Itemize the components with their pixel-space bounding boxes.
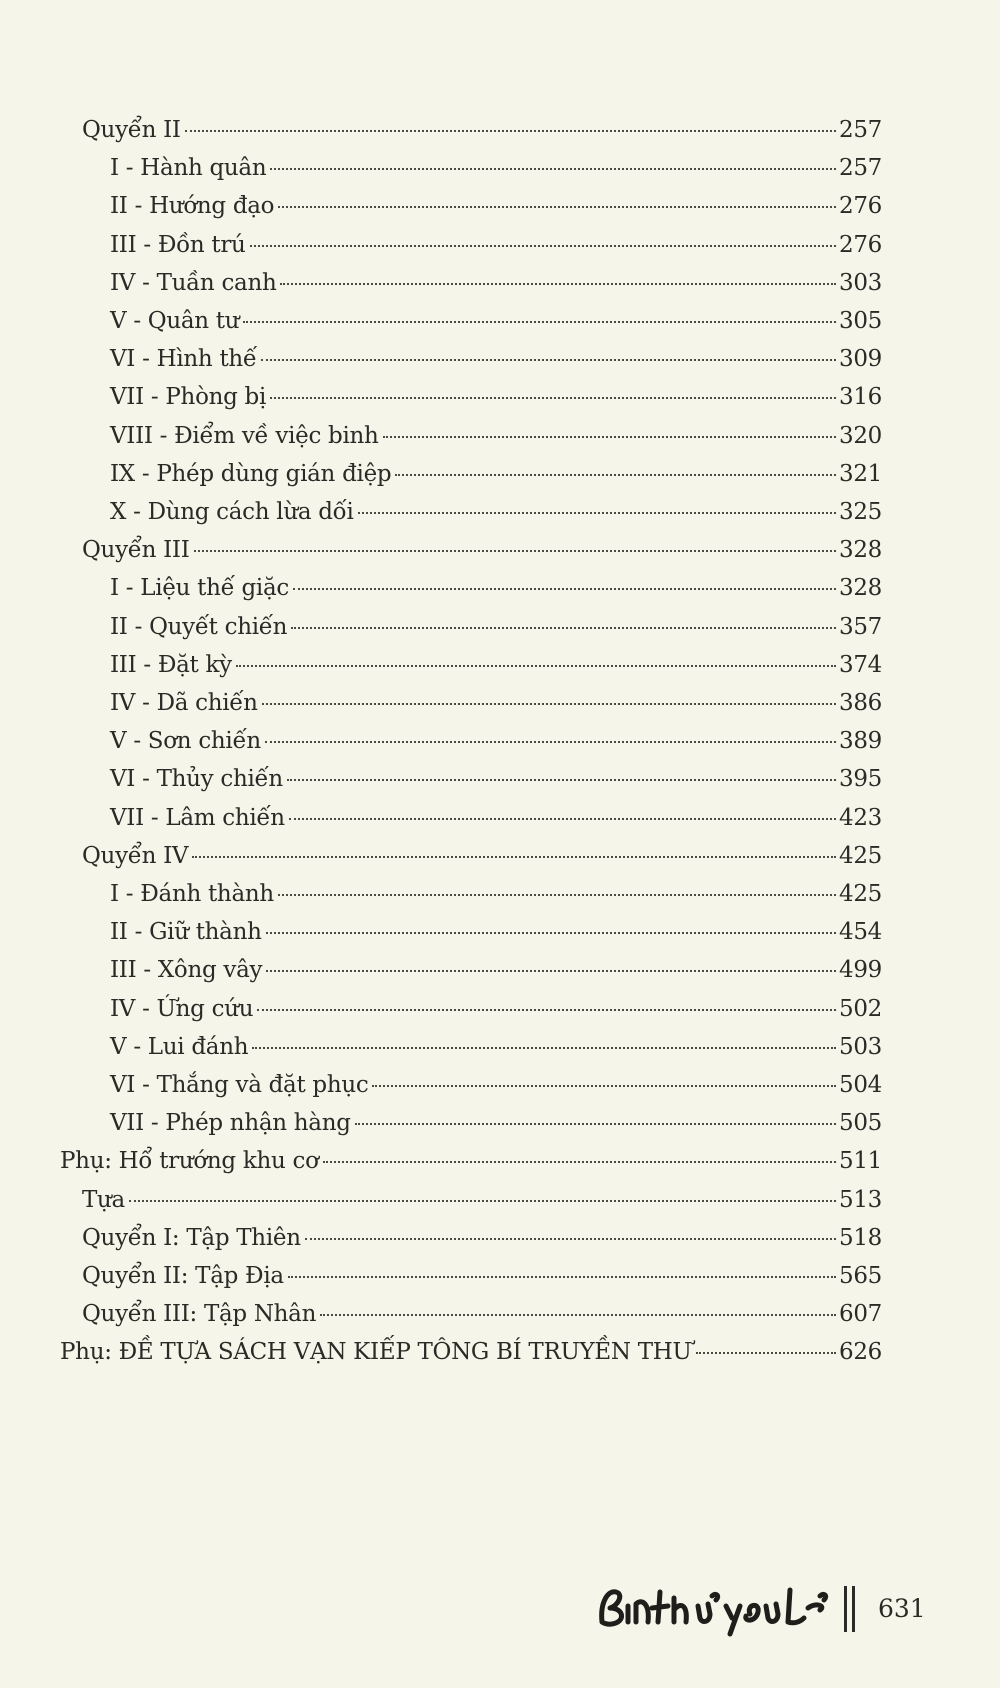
toc-entry-page: 374: [839, 651, 882, 678]
toc-entry-label: III - Đặt kỳ: [110, 651, 232, 678]
toc-entry: [110, 994, 882, 1024]
toc-leader-dots: [383, 436, 836, 438]
toc-leader-dots: [696, 1352, 836, 1354]
toc-entry-page: 502: [839, 995, 882, 1022]
toc-entry-page: 423: [839, 804, 882, 831]
toc-leader-dots: [194, 550, 837, 552]
toc-entry: [110, 650, 882, 680]
toc-entry-label: VII - Lâm chiến: [110, 804, 285, 831]
toc-entry-page: 303: [839, 269, 882, 296]
toc-leader-dots: [250, 245, 836, 247]
toc-entry-page: 386: [839, 690, 882, 716]
toc-entry-label: IV - Ứng cứu: [110, 995, 254, 1022]
toc-leader-dots: [287, 779, 836, 781]
toc-entry-page: 325: [839, 499, 882, 525]
toc-entry: [82, 1223, 882, 1253]
toc-leader-dots: [355, 1123, 836, 1125]
toc-leader-dots: [289, 818, 836, 820]
toc-entry-page: 454: [839, 919, 882, 946]
toc-entry: [82, 535, 882, 565]
toc-leader-dots: [266, 932, 836, 934]
toc-leader-dots: [278, 894, 836, 896]
toc-entry-page: 626: [839, 1339, 882, 1366]
toc-entry-page: 425: [839, 842, 882, 869]
toc-entry-label: V - Quân tư: [110, 308, 240, 334]
toc-leader-dots: [358, 512, 836, 514]
toc-entry-page: 328: [839, 537, 882, 564]
toc-entry-page: 503: [839, 1033, 882, 1060]
toc-entry-label: Phụ: ĐỀ TỰA SÁCH VẠN KIẾP TÔNG BÍ TRUYỀN THƯ: [60, 1339, 692, 1366]
toc-entry-label: II - Giữ thành: [110, 919, 262, 946]
toc-entry-page: 276: [839, 231, 882, 258]
toc-entry: [110, 917, 882, 947]
toc-entry-label: I - Hành quân: [110, 155, 267, 182]
toc-entry-label: Tựa: [82, 1186, 125, 1213]
toc-entry-label: V - Sơn chiến: [110, 728, 261, 755]
toc-entry-label: X - Dùng cách lừa dối: [110, 499, 354, 525]
toc-entry: [82, 1299, 882, 1329]
toc-entry: [110, 955, 882, 985]
toc-leader-dots: [257, 1009, 836, 1011]
toc-entry-label: VII - Phòng bị: [110, 384, 267, 411]
toc-entry-label: VI - Hình thế: [110, 346, 257, 373]
footer-divider: [844, 1586, 847, 1632]
toc-entry: [82, 115, 882, 145]
toc-leader-dots: [192, 856, 836, 858]
toc-entry-page: 504: [839, 1072, 882, 1098]
toc-entry: [110, 268, 882, 298]
toc-entry-page: 513: [839, 1186, 882, 1213]
toc-entry-label: Quyển III: Tập Nhân: [82, 1301, 317, 1328]
toc-entry-label: III - Xông vây: [110, 957, 263, 984]
toc-entry-label: IX - Phép dùng gián điệp: [110, 460, 392, 487]
toc-entry-page: 499: [839, 957, 882, 984]
toc-leader-dots: [265, 741, 836, 743]
toc-entry-label: Quyển II: [82, 117, 181, 143]
toc-entry-page: 309: [839, 346, 882, 373]
toc-entry-label: Phụ: Hổ trướng khu cơ: [60, 1148, 319, 1175]
toc-entry-page: 321: [839, 460, 882, 487]
toc-entry: [110, 382, 882, 412]
toc-entry: [60, 1337, 882, 1367]
book-title-logo: [594, 1578, 834, 1640]
toc-entry-label: II - Hướng đạo: [110, 193, 275, 220]
toc-entry-label: Quyển III: [82, 537, 190, 564]
toc-entry: [82, 841, 882, 871]
toc-entry: [60, 1146, 882, 1176]
toc-entry: [110, 344, 882, 374]
toc-entry: [110, 153, 882, 183]
toc-entry-page: 395: [839, 766, 882, 793]
toc-entry-page: 425: [839, 881, 882, 907]
toc-entry-page: 328: [839, 575, 882, 602]
toc-entry: [110, 1032, 882, 1062]
toc-entry-label: V - Lui đánh: [110, 1033, 249, 1060]
toc-entry-page: 357: [839, 613, 882, 640]
toc-entry: [110, 1070, 882, 1100]
toc-entry-page: 389: [839, 728, 882, 755]
toc-entry-label: I - Liệu thế giặc: [110, 575, 289, 602]
toc-entry-page: 505: [839, 1110, 882, 1137]
toc-leader-dots: [252, 1047, 836, 1049]
toc-entry: [110, 879, 882, 909]
toc-entry-page: 518: [839, 1224, 882, 1251]
toc-entry-page: 276: [839, 193, 882, 220]
toc-entry: [110, 764, 882, 794]
toc-entry-label: Quyển IV: [82, 842, 189, 869]
toc-leader-dots: [305, 1238, 836, 1240]
footer-divider: [852, 1586, 855, 1632]
toc-entry-label: IV - Dã chiến: [110, 690, 258, 716]
toc-entry-label: Quyển II: Tập Địa: [82, 1263, 284, 1289]
toc-entry: [110, 421, 882, 451]
toc-leader-dots: [270, 168, 836, 170]
toc-leader-dots: [243, 321, 836, 323]
toc-entry: [110, 306, 882, 336]
toc-leader-dots: [129, 1200, 836, 1202]
toc-entry: [110, 191, 882, 221]
toc-entry-page: 607: [839, 1301, 882, 1328]
toc-entry-label: VIII - Điểm về việc binh: [110, 422, 379, 449]
toc-entry-page: 565: [839, 1263, 882, 1289]
page-number: 631: [878, 1594, 926, 1623]
toc-entry: [82, 1185, 882, 1215]
toc-leader-dots: [261, 359, 836, 361]
toc-leader-dots: [293, 588, 836, 590]
toc-entry-label: VII - Phép nhận hàng: [110, 1110, 351, 1137]
toc-entry: [110, 497, 882, 527]
toc-entry-page: 511: [839, 1148, 882, 1175]
toc-entry: [110, 803, 882, 833]
toc-leader-dots: [236, 665, 836, 667]
toc-leader-dots: [266, 970, 836, 972]
toc-entry: [110, 726, 882, 756]
toc-entry-label: I - Đánh thành: [110, 881, 274, 907]
toc-entry: [110, 230, 882, 260]
toc-entry-page: 257: [839, 155, 882, 182]
toc-leader-dots: [323, 1161, 836, 1163]
toc-leader-dots: [185, 130, 836, 132]
toc-entry-label: VI - Thủy chiến: [110, 766, 283, 793]
toc-entry-label: Quyển I: Tập Thiên: [82, 1224, 301, 1251]
toc-entry-page: 316: [839, 384, 882, 411]
toc-entry: [110, 688, 882, 718]
toc-entry-label: II - Quyết chiến: [110, 613, 288, 640]
toc-leader-dots: [270, 397, 836, 399]
toc-leader-dots: [262, 703, 836, 705]
toc-entry-page: 305: [839, 308, 882, 334]
page-footer: [594, 1578, 924, 1640]
toc-leader-dots: [395, 474, 836, 476]
toc-entry: [110, 1108, 882, 1138]
toc-entry-label: VI - Thắng và đặt phục: [110, 1072, 369, 1098]
toc-entry-label: IV - Tuần canh: [110, 269, 277, 296]
toc-entry-label: III - Đồn trú: [110, 231, 246, 258]
toc-leader-dots: [320, 1314, 836, 1316]
toc-entry: [82, 1261, 882, 1291]
toc-entry: [110, 612, 882, 642]
toc-entry-page: 257: [839, 117, 882, 143]
toc-leader-dots: [278, 206, 836, 208]
toc-entry: [110, 459, 882, 489]
toc-entry-page: 320: [839, 422, 882, 449]
toc-leader-dots: [280, 283, 836, 285]
toc-leader-dots: [291, 627, 836, 629]
toc-entry: [110, 573, 882, 603]
toc-leader-dots: [288, 1276, 836, 1278]
toc-leader-dots: [372, 1085, 836, 1087]
